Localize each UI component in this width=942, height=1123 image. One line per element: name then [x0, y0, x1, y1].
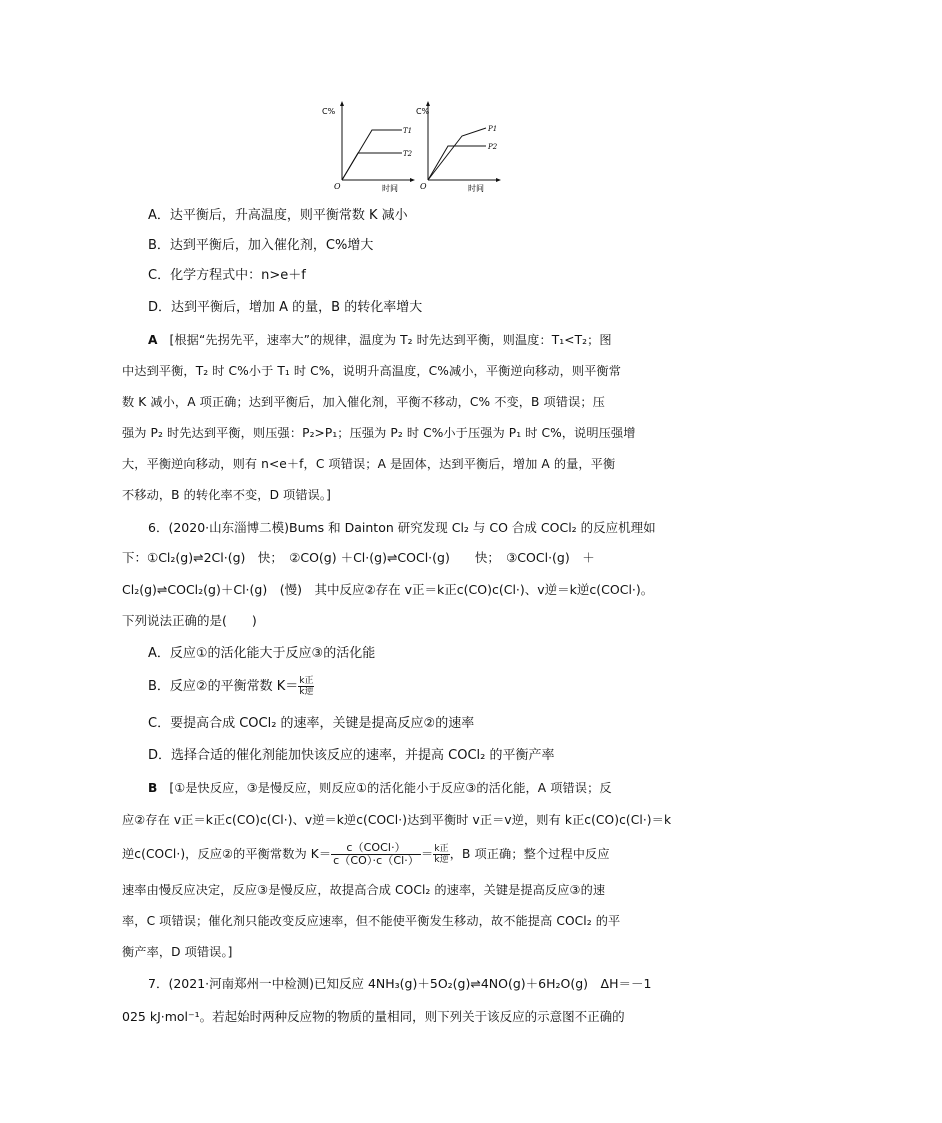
- q6-option-a: A．反应①的活化能大于反应③的活化能: [148, 646, 376, 661]
- curve-t2: [342, 153, 402, 180]
- q6-answer-line-2: 应②存在 v正＝k正c(CO)c(Cl·)、v逆＝k逆c(COCl·)达到平衡时 v正＝v逆，则有 k正c(CO)c(Cl·)＝k: [122, 813, 672, 827]
- q6-answer-text-3b: ，B 项正确；整个过程中反应: [449, 847, 610, 861]
- graphs-svg: [322, 98, 506, 196]
- q6-option-d: D．选择合适的催化剂能加快该反应的速率，并提高 COCl₂ 的平衡产率: [148, 748, 555, 763]
- q6-option-c: C．要提高合成 COCl₂ 的速率，关键是提高反应②的速率: [148, 716, 475, 731]
- right-xlabel: 时间: [468, 184, 484, 193]
- right-x-arrow: [496, 178, 501, 182]
- q6-answer-text-1: [①是快反应，③是慢反应，则反应①的活化能小于反应③的活化能，A 项错误；反: [169, 781, 612, 795]
- q6-option-b-num: k正: [299, 676, 314, 686]
- right-ylabel: C%: [416, 107, 430, 116]
- right-y-arrow: [426, 101, 430, 106]
- q6-answer-line-1: [148, 778, 942, 798]
- curve-p2: [428, 146, 486, 180]
- q5-answer-line-2: 中达到平衡，T₂ 时 C%小于 T₁ 时 C%，说明升高温度，C%减小，平衡逆向移动，则平衡常: [122, 364, 622, 378]
- q5-answer-line-6: 不移动，B 的转化率不变，D 项错误。]: [122, 488, 331, 502]
- label-t2: T2: [403, 150, 413, 158]
- q6-stem-line-3: Cl₂(g)⇌COCl₂(g)＋Cl·(g) (慢) 其中反应②存在 v正＝k正c(CO)c(Cl·)、v逆＝k逆c(COCl·)。: [122, 582, 654, 597]
- q6-option-b: [148, 676, 942, 697]
- q6-answer-line-4: 速率由慢反应决定，反应③是慢反应，故提高合成 COCl₂ 的速率，关键是提高反应③的速: [122, 883, 606, 897]
- q6-k-frac2-den: k逆: [434, 855, 449, 865]
- equilibrium-graphs-figure: [322, 98, 506, 196]
- left-ylabel: C%: [322, 107, 336, 116]
- left-graph: [322, 101, 415, 193]
- q6-stem-line-4: 下列说法正确的是( ): [122, 613, 257, 628]
- label-p2: P2: [488, 143, 498, 151]
- q6-k-frac-num: c（COCl·）: [331, 842, 421, 855]
- q6-k-frac2-num: k正: [434, 844, 449, 854]
- q5-option-c: C．化学方程式中：n>e＋f: [148, 268, 306, 283]
- left-origin: O: [334, 182, 341, 191]
- left-xlabel: 时间: [382, 184, 398, 193]
- q6-k-fraction-2: [433, 844, 449, 865]
- right-graph: [416, 101, 501, 193]
- q7-stem-line-1: 7．(2021·河南郑州一中检测)已知反应 4NH₃(g)＋5O₂(g)⇌4NO(g)＋6H₂O(g) ΔH＝－1: [148, 976, 652, 991]
- q5-option-a: A．达平衡后，升高温度，则平衡常数 K 减小: [148, 208, 408, 223]
- q5-option-b: B．达到平衡后，加入催化剂，C%增大: [148, 238, 374, 253]
- q6-answer-text-3a: 逆c(COCl·)，反应②的平衡常数为 K＝: [122, 847, 332, 861]
- q6-answer-line-5: 率，C 项错误；催化剂只能改变反应速率，但不能使平衡发生移动，故不能提高 COCl₂ 的平: [122, 914, 621, 928]
- left-y-arrow: [340, 101, 344, 106]
- q6-answer-line-6: 衡产率，D 项错误。]: [122, 945, 233, 959]
- q5-answer-line-1: [148, 330, 942, 350]
- curve-p1: [428, 128, 486, 180]
- right-origin: O: [420, 182, 427, 191]
- label-p1: P1: [488, 125, 498, 133]
- q6-option-b-den: k逆: [299, 687, 314, 697]
- q6-k-frac-den: c（CO）·c（Cl·）: [333, 854, 420, 867]
- q5-answer-line-4: 强为 P₂ 时先达到平衡，则压强：P₂>P₁；压强为 P₂ 时 C%小于压强为 P₁ 时 C%，说明压强增: [122, 426, 636, 440]
- curve-t1: [342, 130, 402, 180]
- q6-option-b-fraction: [298, 676, 314, 697]
- q5-answer-line-5: 大，平衡逆向移动，则有 n<e＋f，C 项错误；A 是固体，达到平衡后，增加 A 的量，平衡: [122, 457, 616, 471]
- q5-answer-letter: A: [148, 333, 158, 347]
- q5-answer-text-1: [根据“先拐先平，速率大”的规律，温度为 T₂ 时先达到平衡，则温度：T₁<T₂；图: [169, 333, 612, 347]
- label-t1: T1: [403, 127, 413, 135]
- q6-answer-line-3: 逆c(COCl·)，反应②的平衡常数为 K＝ $\frac{\text{c（COCl·）}}{c(CO)\cdot c(Cl\cdot)}$ ＝ $\frac{\text{k正}}{\text{k逆}}$ ，B 项正确；整个过程中反应: [122, 841, 610, 867]
- q5-answer-line-3: 数 K 减小，A 项正确；达到平衡后，加入催化剂，平衡不移动，C% 不变，B 项错误；压: [122, 395, 605, 409]
- q6-stem-line-1: 6．(2020·山东淄博二模)Bums 和 Dainton 研究发现 Cl₂ 与 CO 合成 COCl₂ 的反应机理如: [148, 520, 656, 535]
- q6-answer-letter: B: [148, 781, 158, 795]
- q7-stem-line-2: 025 kJ·mol⁻¹。若起始时两种反应物的物质的量相同，则下列关于该反应的示意图不正确的: [122, 1009, 625, 1024]
- q5-option-d: D．达到平衡后，增加 A 的量，B 的转化率增大: [148, 300, 423, 315]
- q6-option-b-text: B．反应②的平衡常数 K＝: [148, 679, 299, 694]
- left-x-arrow: [410, 178, 415, 182]
- q6-stem-line-2: 下：①Cl₂(g)⇌2Cl·(g) 快； ②CO(g) ＋Cl·(g)⇌COCl·(g) 快； ③COCl·(g) ＋: [122, 550, 595, 565]
- q6-k-fraction: [331, 842, 421, 867]
